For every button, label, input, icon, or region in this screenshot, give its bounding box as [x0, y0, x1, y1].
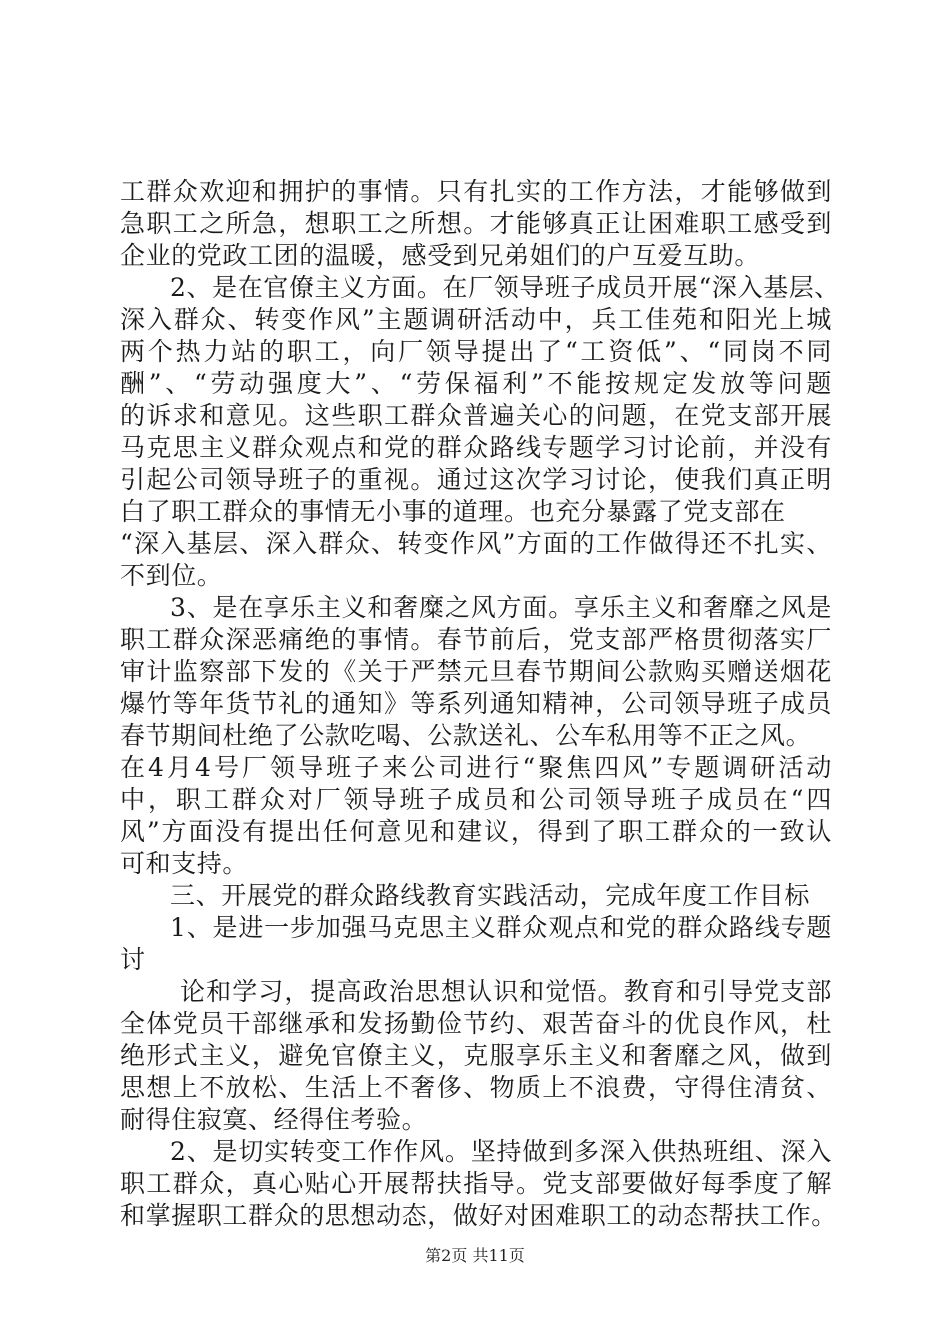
- page-number: 第2页 共11页: [425, 1246, 525, 1265]
- text-line: 绝形式主义，避免官僚主义，克服享乐主义和奢靡之风，做到: [120, 1041, 832, 1070]
- text-line: 审计监察部下发的《关于严禁元旦春节期间公款购买赠送烟花: [120, 657, 832, 686]
- text-line: 爆竹等年货节礼的通知》等系列通知精神，公司领导班子成员: [120, 689, 832, 718]
- text-line: 论和学习，提高政治思想认识和觉悟。教育和引导党支部: [180, 977, 832, 1006]
- text-line: 马克思主义群众观点和党的群众路线专题学习讨论前，并没有: [120, 433, 832, 462]
- text-line: 两个热力站的职工，向厂领导提出了“工资低”、“同岗不同: [120, 337, 832, 366]
- body-text: [120, 176, 840, 1232]
- text-line: 职工群众，真心贴心开展帮扶指导。党支部要做好每季度了解: [120, 1169, 832, 1198]
- text-line: 企业的党政工团的温暖，感受到兄弟姐们的户互爱互助。: [120, 241, 761, 270]
- text-line: 耐得住寂寞、经得住考验。: [120, 1105, 428, 1134]
- text-line: 3、是在享乐主义和奢糜之风方面。享乐主义和奢靡之风是: [170, 593, 832, 622]
- text-line: 风”方面没有提出任何意见和建议，得到了职工群众的一致认: [120, 817, 832, 846]
- text-line: 可和支持。: [120, 849, 249, 878]
- text-line: 中，职工群众对厂领导班子成员和公司领导班子成员在“四: [120, 785, 832, 814]
- text-line: 1、是进一步加强马克思主义群众观点和党的群众路线专题: [170, 913, 832, 942]
- text-line: 深入群众、转变作风”主题调研活动中，兵工佳苑和阳光上城: [120, 305, 832, 334]
- text-line: 和掌握职工群众的思想动态，做好对困难职工的动态帮扶工作。: [120, 1201, 837, 1230]
- text-line: 思想上不放松、生活上不奢侈、物质上不浪费，守得住清贫、: [120, 1073, 832, 1102]
- text-line: 春节期间杜绝了公款吃喝、公款送礼、公车私用等不正之风。: [120, 721, 812, 750]
- text-line: 全体党员干部继承和发扬勤俭节约、艰苦奋斗的优良作风，杜: [120, 1009, 832, 1038]
- text-line: 在4月4号厂领导班子来公司进行“聚焦四风”专题调研活动: [120, 753, 832, 782]
- text-line: 急职工之所急，想职工之所想。才能够真正让困难职工感受到: [120, 209, 832, 238]
- section-heading: 三、开展党的群众路线教育实践活动，完成年度工作目标: [170, 881, 811, 910]
- text-line: 讨: [120, 945, 146, 974]
- text-line: 不到位。: [120, 561, 223, 590]
- text-line: 工群众欢迎和拥护的事情。只有扎实的工作方法，才能够做到: [120, 177, 832, 206]
- text-line: “深入基层、深入群众、转变作风”方面的工作做得还不扎实、: [120, 529, 832, 558]
- text-line: 引起公司领导班子的重视。通过这次学习讨论，使我们真正明: [120, 465, 832, 494]
- text-line: 职工群众深恶痛绝的事情。春节前后，党支部严格贯彻落实厂: [120, 625, 832, 654]
- text-line: 2、是在官僚主义方面。在厂领导班子成员开展“深入基层、: [170, 273, 840, 302]
- text-line: 酬”、“劳动强度大”、“劳保福利”不能按规定发放等问题: [120, 369, 832, 398]
- text-line: 白了职工群众的事情无小事的道理。也充分暴露了党支部在: [120, 497, 786, 526]
- text-line: 的诉求和意见。这些职工群众普遍关心的问题，在党支部开展: [120, 401, 832, 430]
- text-line: 2、是切实转变工作作风。坚持做到多深入供热班组、深入: [170, 1137, 832, 1166]
